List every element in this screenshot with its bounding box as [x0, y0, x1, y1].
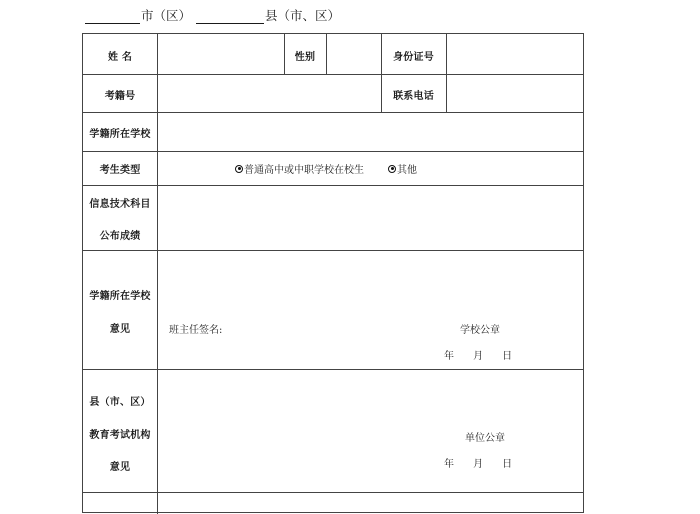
school-opinion-label-line2: 意见: [109, 324, 131, 335]
name-label: 姓 名: [107, 52, 133, 63]
it-score-label-line2: 公布成绩: [99, 231, 141, 242]
exam-number-label: 考籍号: [104, 91, 136, 102]
type-option-label: 其他: [397, 165, 417, 176]
row-line: [83, 369, 583, 370]
row-line: [83, 74, 583, 75]
school-date-line: 年 月 日: [444, 351, 513, 362]
teacher-signature-label: 班主任签名:: [169, 325, 223, 336]
phone-label: 联系电话: [393, 91, 434, 102]
form-header: [85, 4, 341, 24]
county-opinion-label-line3: 意见: [109, 462, 131, 473]
radio-icon: [235, 165, 243, 173]
row-line: [83, 250, 583, 251]
city-suffix: 市（区）: [141, 8, 192, 23]
radio-icon: [388, 165, 396, 173]
candidate-type-label: 考生类型: [99, 165, 141, 176]
row-line: [83, 112, 583, 113]
county-opinion-label-line1: 县（市、区）: [89, 397, 151, 408]
registration-form: [82, 33, 584, 513]
school-seal-label: 学校公章: [460, 325, 500, 336]
id-number-label: 身份证号: [393, 52, 434, 63]
type-option-other[interactable]: [388, 161, 417, 176]
gender-label: 性别: [294, 52, 316, 63]
row-line: [83, 185, 583, 186]
type-option-label: 普通高中或中职学校在校生: [244, 165, 364, 176]
col-line: [446, 34, 447, 112]
unit-seal-label: 单位公章: [465, 433, 505, 444]
label-column-line: [157, 34, 158, 514]
city-blank: [85, 9, 140, 24]
school-label: 学籍所在学校: [89, 129, 151, 140]
col-line: [326, 34, 327, 74]
it-score-label-line1: 信息技术科目: [89, 199, 151, 210]
county-date-line: 年 月 日: [444, 459, 513, 470]
county-suffix: 县（市、区）: [265, 8, 341, 23]
type-option-enrolled[interactable]: [235, 161, 364, 176]
county-blank: [196, 9, 264, 24]
county-opinion-label-line2: 教育考试机构: [89, 430, 151, 441]
row-line: [83, 492, 583, 493]
school-opinion-label-line1: 学籍所在学校: [89, 291, 151, 302]
row-line: [83, 151, 583, 152]
